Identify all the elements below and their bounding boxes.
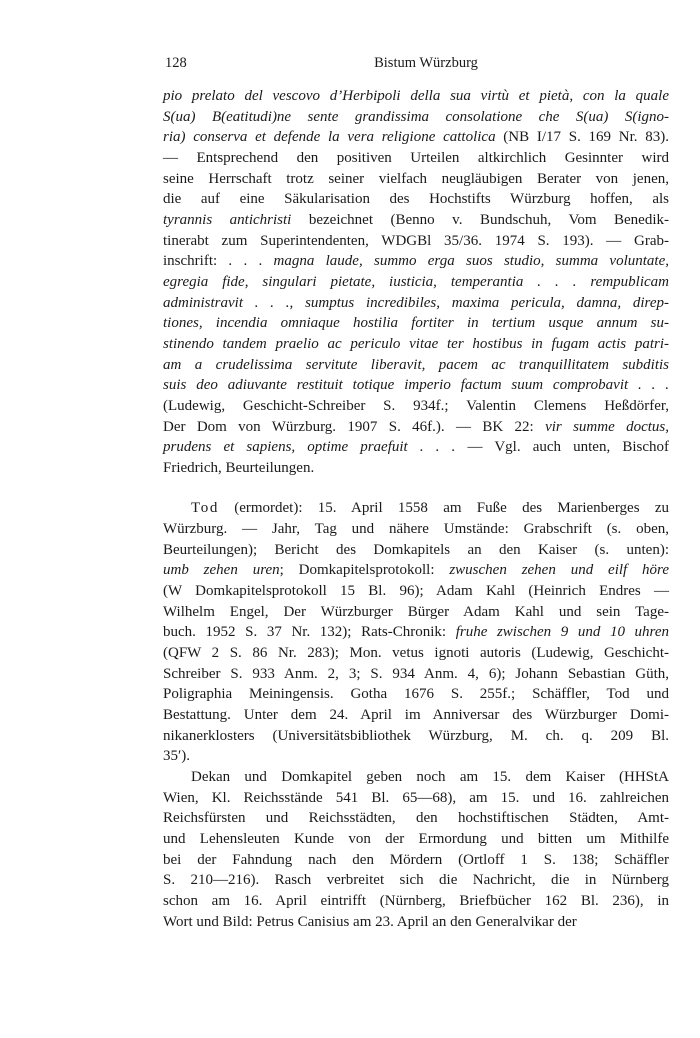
text-line [163, 210, 669, 231]
italic-text: zwuschen zehen und eilf höre [449, 562, 669, 579]
text-segment: inschrift: . . . [163, 253, 274, 270]
text-line [163, 458, 669, 479]
paragraph-gap [163, 478, 669, 498]
text-line [163, 334, 669, 355]
italic-text: vir summe doctus, [545, 418, 669, 435]
text-line [163, 540, 669, 561]
italic-text: fruhe zwischen 9 und 10 uhren [455, 624, 669, 641]
text-segment: Bestattung. Unter dem 24. April im Anniversar des Würzburger Domi- [163, 707, 669, 724]
italic-text: pio prelato del vescovo d’Herbipoli della sua virtù et pietà, con la quale [163, 88, 669, 104]
text-segment: Der Dom von Würzburg. 1907 S. 46f.). — BK 22: [163, 418, 546, 435]
text-line [163, 231, 669, 252]
running-title: Bistum Würzburg [374, 55, 478, 71]
text-segment: nikanerklosters (Universitätsbibliothek Würzburg, M. ch. q. 209 Bl. [163, 727, 669, 744]
text-line [163, 437, 669, 458]
text-line [163, 746, 669, 767]
text-line [163, 148, 669, 169]
text-line [163, 293, 669, 314]
text-line [163, 498, 669, 519]
text-line [163, 396, 669, 417]
text-line [163, 664, 669, 685]
italic-text: egregia fide, singulari pietate, iusticia, temperantia . . . rempublicam [163, 273, 669, 290]
italic-text: tyrannis antichristi [163, 211, 292, 228]
text-segment: Beurteilungen); Bericht des Domkapitels an den Kaiser (s. unten): [163, 541, 669, 558]
text-line [163, 127, 669, 148]
text-segment: — Vgl. auch unten, Bischof [455, 439, 669, 456]
text-segment: (Ludewig, Geschicht-Schreiber S. 934f.; Valentin Clemens Heßdörfer, [163, 397, 669, 414]
text-line [163, 850, 669, 871]
text-segment: und Lehensleuten Kunde von der Ermordung und bitten um Mithilfe [163, 830, 669, 847]
text-segment: seine Herrschaft trotz seiner vielfach neugläubigen Berater von jenen, [163, 170, 669, 187]
text-line [163, 417, 669, 438]
italic-text: magna laude, summo erga suos studio, summa voluntate, [273, 253, 669, 270]
italic-text: prudens et sapiens, optime praefuit . . . [163, 439, 456, 456]
paragraph [163, 767, 669, 932]
text-segment: Friedrich, Beurteilungen. [163, 459, 315, 476]
text-line [163, 870, 669, 891]
text-segment: Poligraphia Meiningensis. Gotha 1676 S. 255f.; Schäffler, Tod und [163, 686, 669, 703]
text-line [163, 891, 669, 912]
text-line [163, 726, 669, 747]
italic-text: umb zehen uren [163, 562, 280, 579]
text-segment: buch. 1952 S. 37 Nr. 132); Rats-Chronik: [163, 624, 456, 641]
text-segment: Wilhelm Engel, Der Würzburger Bürger Adam Kahl und sein Tage- [163, 603, 669, 620]
text-line [163, 251, 669, 272]
text-line [163, 519, 669, 540]
text-line [163, 684, 669, 705]
text-line [163, 767, 669, 788]
italic-text: tiones, incendia omniaque hostilia fortiter in tertium usque annum su- [163, 315, 669, 332]
text-segment: ; Domkapitelsprotokoll: [279, 562, 450, 579]
italic-text: suis deo adiuvante restituit totique imperio factum suum comprobavit . . . [163, 377, 669, 394]
text-segment: (W Domkapitelsprotokoll 15 Bl. 96); Adam Kahl (Heinrich Endres — [163, 583, 669, 600]
text-line [163, 622, 669, 643]
text-segment: bezeichnet (Benno v. Bundschuh, Vom Benedik- [291, 211, 669, 228]
italic-text: administravit . . ., sumptus incredibiles, maxima pericula, damna, direp- [163, 294, 669, 311]
text-segment: (ermordet): 15. April 1558 am Fuße des Marienberges zu [218, 500, 669, 517]
text-line [163, 313, 669, 334]
text-line [163, 808, 669, 829]
text-line [163, 705, 669, 726]
italic-text: ria) conserva et defende la vera religione cattolica [163, 129, 496, 146]
paragraph [163, 86, 669, 478]
text-line [163, 86, 669, 107]
text-line [163, 560, 669, 581]
text-line [163, 355, 669, 376]
text-line [163, 643, 669, 664]
text-segment: Würzburg. — Jahr, Tag und nähere Umstände: Grabschrift (s. oben, [163, 521, 669, 538]
text-line [163, 375, 669, 396]
text-segment: Schreiber S. 933 Anm. 2, 3; S. 934 Anm. 4, 6); Johann Sebastian Güth, [163, 665, 669, 682]
text-segment: bei der Fahndung nach den Mördern (Ortloff 1 S. 138; Schäffler [163, 851, 669, 868]
spaced-heading-text: Tod [191, 500, 219, 517]
text-line [163, 107, 669, 128]
text-segment: (NB I/17 S. 169 Nr. 83). [495, 129, 669, 146]
text-line [163, 272, 669, 293]
body-text [163, 86, 669, 932]
italic-text: stinendo tandem praelio ac periculo vitae ter hostibus in fugam actis patri- [163, 335, 669, 352]
italic-text: S(ua) B(eatitudi)ne sente grandissima consolatione che S(ua) S(igno- [163, 108, 669, 125]
page-number: 128 [165, 55, 187, 71]
text-segment: schon am 16. April eintrifft (Nürnberg, Briefbücher 162 Bl. 236), in [163, 892, 669, 909]
text-line [163, 602, 669, 623]
page-header [163, 55, 669, 77]
text-line [163, 189, 669, 210]
text-segment: — Entsprechend den positiven Urteilen altkirchlich Gesinnter wird [163, 149, 669, 166]
text-line [163, 169, 669, 190]
paragraph [163, 498, 669, 767]
text-segment: (QFW 2 S. 86 Nr. 283); Mon. vetus ignoti autoris (Ludewig, Geschicht- [163, 645, 669, 662]
text-line [163, 829, 669, 850]
text-segment: S. 210—216). Rasch verbreitet sich die Nachricht, die in Nürnberg [163, 872, 669, 889]
text-segment: Wien, Kl. Reichsstände 541 Bl. 65—68), am 15. und 16. zahlreichen [163, 789, 669, 806]
text-segment: Dekan und Domkapitel geben noch am 15. dem Kaiser (HHStA [191, 769, 669, 785]
text-line [163, 788, 669, 809]
text-segment: Wort und Bild: Petrus Canisius am 23. April an den Generalvikar der [163, 913, 577, 930]
text-segment: die auf eine Säkularisation des Hochstifts Würzburg hoffen, als [163, 191, 669, 208]
text-line [163, 581, 669, 602]
italic-text: am a crudelissima servitute liberavit, pacem ac tranquillitatem subditis [163, 356, 669, 373]
text-segment: tinerabt zum Superintendenten, WDGBl 35/36. 1974 S. 193). — Grab- [163, 232, 669, 249]
text-segment: 35′). [163, 748, 191, 765]
text-segment: Reichsfürsten und Reichsstädten, den hochstiftischen Städten, Amt- [163, 810, 669, 827]
text-line [163, 912, 669, 933]
